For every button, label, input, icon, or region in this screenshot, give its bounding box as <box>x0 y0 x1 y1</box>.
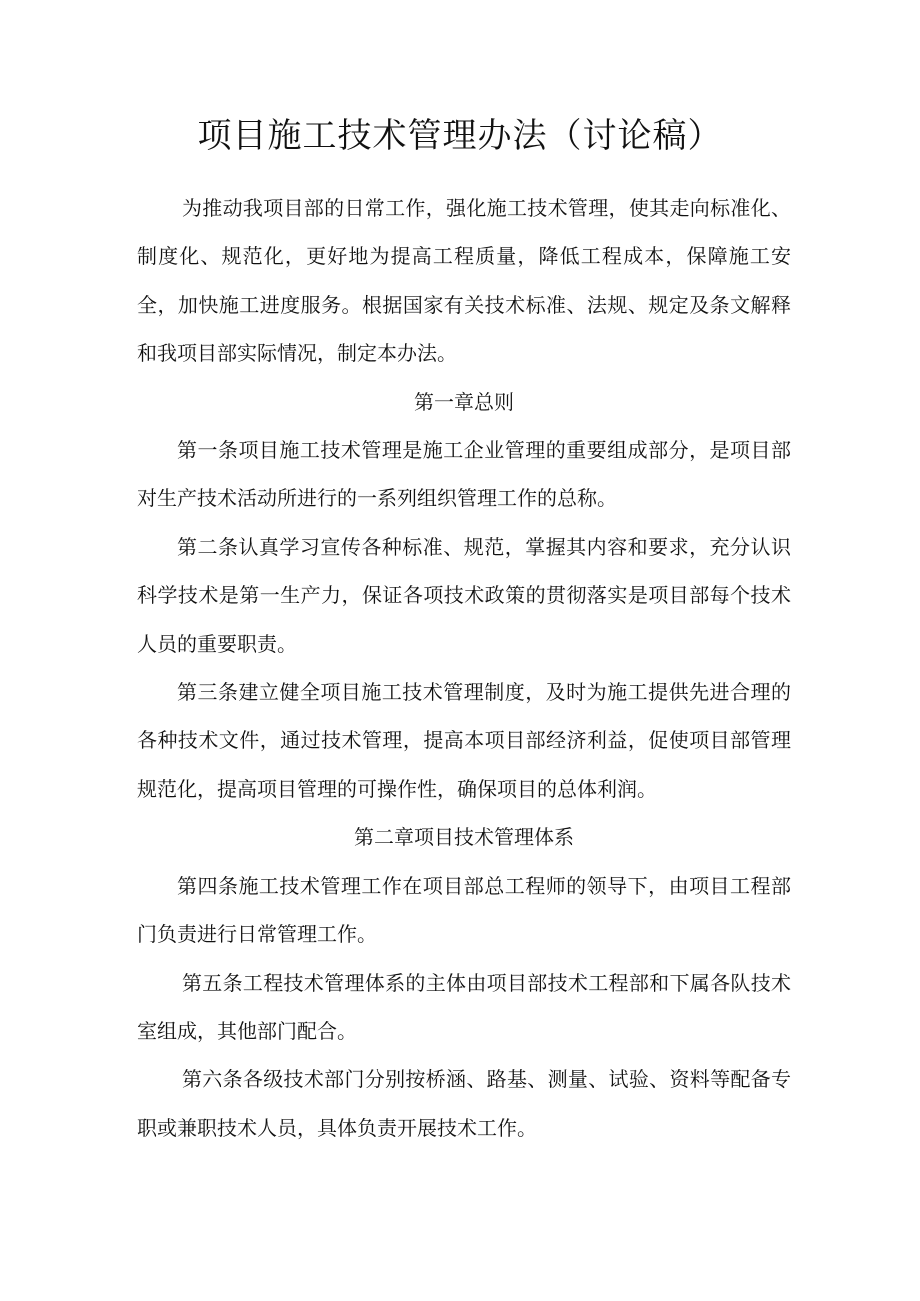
article-6: 第六条各级技术部门分别按桥涵、路基、测量、试验、资料等配备专职或兼职技术人员，具体负责开展技术工作。 <box>137 1067 791 1140</box>
document-body <box>137 184 791 1152</box>
intro-paragraph: 为推动我项目部的日常工作，强化施工技术管理，使其走向标准化、制度化、规范化，更好地为提高工程质量，降低工程成本，保障施工安全，加快施工进度服务。根据国家有关技术标准、法规、规定及条文解释和我项目部实际情况，制定本办法。 <box>137 196 791 366</box>
article-2: 第二条认真学习宣传各种标准、规范，掌握其内容和要求，充分认识科学技术是第一生产力，保证各项技术政策的贯彻落实是项目部每个技术人员的重要职责。 <box>137 534 791 656</box>
article-1: 第一条项目施工技术管理是施工企业管理的重要组成部分，是项目部对生产技术活动所进行的一系列组织管理工作的总称。 <box>137 438 791 511</box>
article-5: 第五条工程技术管理体系的主体由项目部技术工程部和下属各队技术室组成，其他部门配合。 <box>137 970 791 1043</box>
article-4: 第四条施工技术管理工作在项目部总工程师的领导下，由项目工程部门负责进行日常管理工作。 <box>137 873 791 947</box>
article-3: 第三条建立健全项目施工技术管理制度，及时为施工提供先进合理的各种技术文件，通过技术管理，提高本项目部经济利益，促使项目部管理规范化，提高项目管理的可操作性，确保项目的总体利润。 <box>137 680 791 801</box>
document-title: 项目施工技术管理办法（讨论稿） <box>197 116 723 156</box>
chapter-2-heading: 第二章项目技术管理体系 <box>354 825 574 850</box>
chapter-1-heading: 第一章总则 <box>414 389 514 414</box>
